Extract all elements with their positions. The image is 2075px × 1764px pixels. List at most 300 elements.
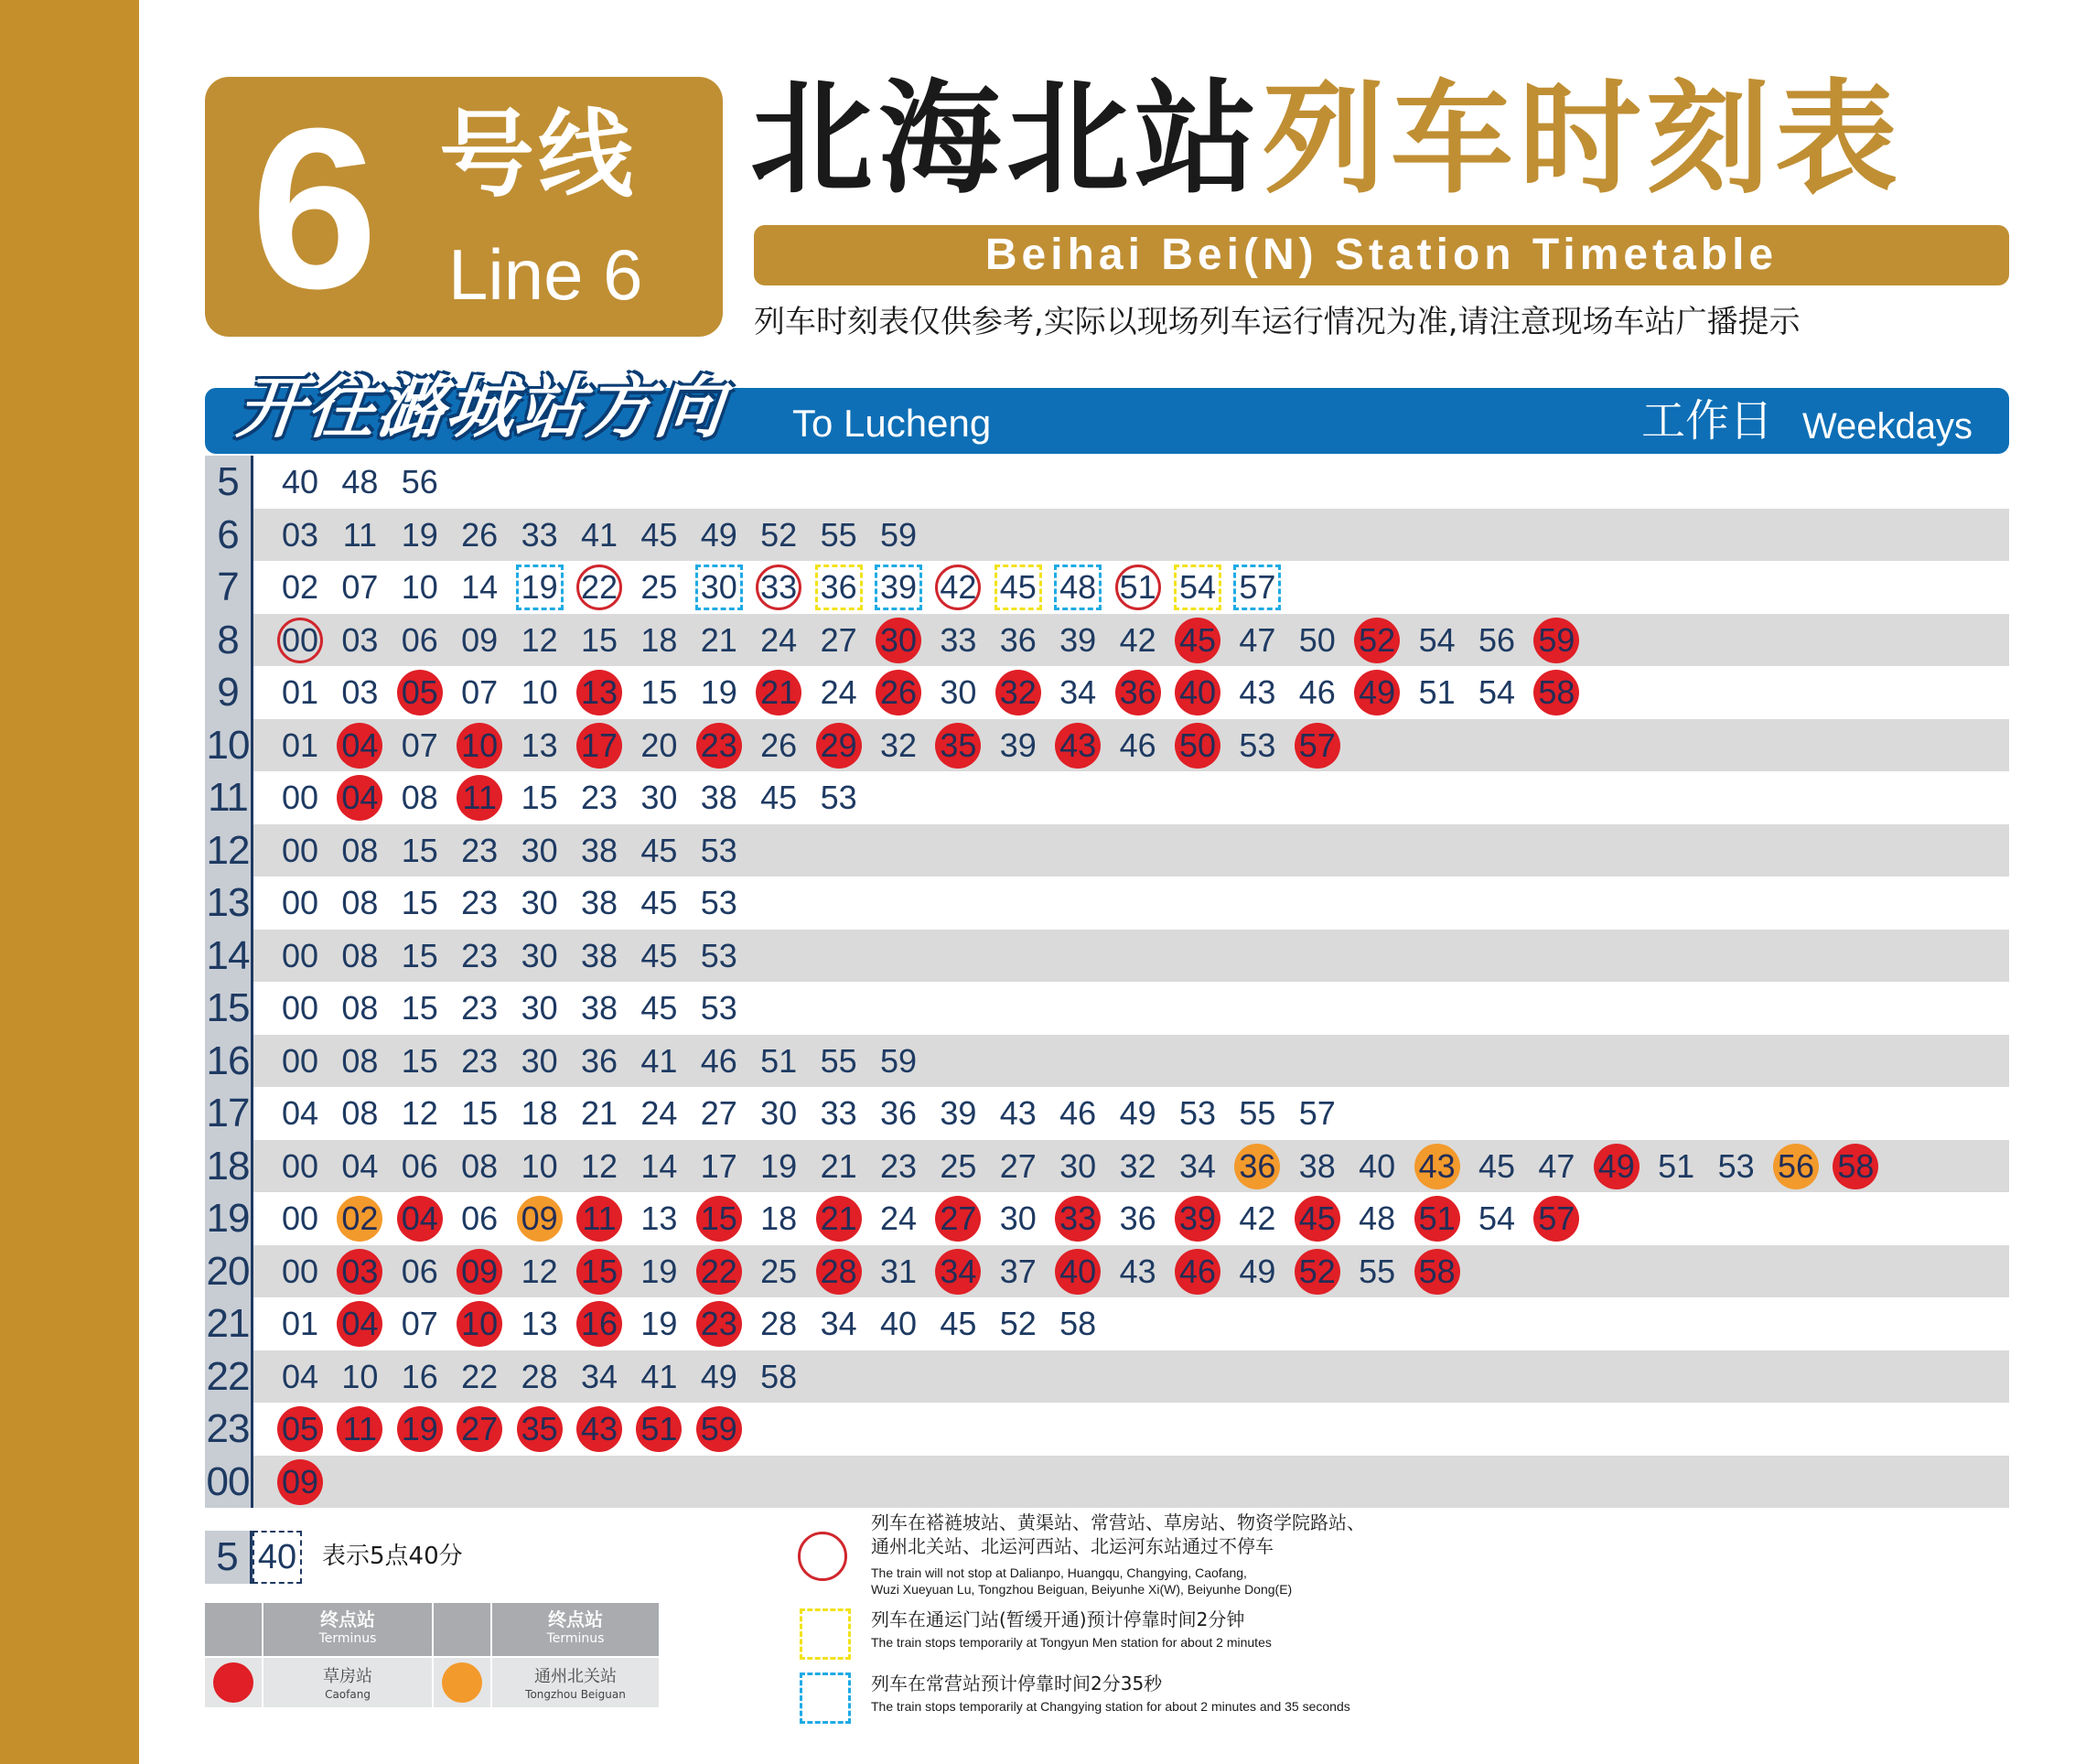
minute-cell: 45 bbox=[640, 831, 678, 869]
minute-cell: 33 bbox=[940, 620, 977, 659]
changying-cn: 列车在常营站预计停靠时间2分35秒 bbox=[871, 1673, 1163, 1694]
minute-cell: 12 bbox=[401, 1094, 438, 1132]
minute-cell: 52 bbox=[760, 515, 798, 554]
minute-cell: 08 bbox=[341, 1041, 379, 1080]
table-row bbox=[205, 1350, 2009, 1404]
table-row bbox=[205, 1087, 2009, 1140]
hour-cell: 21 bbox=[205, 1297, 253, 1350]
minute-cell: 13 bbox=[521, 726, 558, 764]
minute-cell: 06 bbox=[461, 1199, 499, 1237]
hour-cell: 6 bbox=[205, 509, 253, 562]
table-row bbox=[205, 456, 2009, 509]
minute-cell: 38 bbox=[580, 831, 618, 869]
minute-cell: 48 bbox=[1359, 1199, 1396, 1237]
minute-cell: 03 bbox=[337, 1249, 382, 1295]
minute-cell: 39 bbox=[875, 565, 922, 610]
table-row bbox=[205, 509, 2009, 562]
minute-cell: 58 bbox=[1059, 1305, 1097, 1342]
minute-cell: 49 bbox=[1354, 670, 1400, 715]
minute-cell: 45 bbox=[640, 515, 678, 554]
hour-cell: 00 bbox=[205, 1456, 253, 1509]
minute-cell: 32 bbox=[995, 670, 1041, 715]
hour-cell: 15 bbox=[205, 982, 253, 1035]
minute-cell: 51 bbox=[1418, 673, 1456, 711]
minute-cell: 53 bbox=[820, 779, 857, 816]
minute-cell: 18 bbox=[640, 620, 678, 659]
hour-cell: 16 bbox=[205, 1035, 253, 1088]
side-band bbox=[0, 0, 139, 1764]
minute-cell: 24 bbox=[879, 1199, 918, 1237]
minute-cell: 04 bbox=[337, 1301, 382, 1347]
minute-cell: 04 bbox=[341, 1146, 379, 1185]
minute-cell: 05 bbox=[277, 1406, 323, 1452]
minute-cell: 23 bbox=[580, 779, 618, 816]
minute-cell: 46 bbox=[1059, 1094, 1097, 1132]
minute-cell: 15 bbox=[401, 989, 438, 1027]
minute-cell: 27 bbox=[700, 1094, 737, 1132]
minute-cell: 49 bbox=[1239, 1252, 1276, 1290]
minute-cell: 14 bbox=[640, 1146, 678, 1185]
minute-cell: 37 bbox=[999, 1252, 1037, 1290]
minute-cell: 30 bbox=[999, 1199, 1037, 1237]
minute-cell: 53 bbox=[1178, 1094, 1217, 1132]
minute-cell: 42 bbox=[1119, 620, 1156, 659]
cyan-dashed-box-icon bbox=[800, 1673, 851, 1724]
minute-cell: 45 bbox=[760, 779, 798, 816]
minute-cell: 33 bbox=[756, 565, 801, 610]
minute-cell: 48 bbox=[1054, 565, 1102, 610]
terminus-orange-cell bbox=[434, 1658, 490, 1707]
minute-cell: 00 bbox=[281, 831, 319, 869]
direction-en: To Lucheng bbox=[792, 402, 992, 445]
minute-cell: 19 bbox=[401, 515, 438, 554]
minute-cell: 45 bbox=[640, 936, 678, 974]
minute-cell: 41 bbox=[640, 1041, 678, 1080]
minute-cell: 33 bbox=[1055, 1196, 1101, 1242]
minute-cell: 43 bbox=[1055, 723, 1101, 769]
minute-cell: 32 bbox=[879, 726, 918, 764]
table-row bbox=[205, 877, 2009, 930]
minute-cell: 46 bbox=[1119, 726, 1156, 764]
minute-cell: 30 bbox=[760, 1094, 798, 1132]
minute-cell: 23 bbox=[461, 936, 499, 974]
hour-cell: 14 bbox=[205, 930, 253, 983]
minute-cell: 45 bbox=[940, 1305, 977, 1342]
minute-cell: 09 bbox=[461, 620, 499, 659]
minute-cell: 45 bbox=[1478, 1146, 1516, 1185]
minute-cell: 00 bbox=[281, 936, 319, 974]
title-en: Beihai Bei(N) Station Timetable bbox=[984, 231, 1779, 279]
minute-cell: 58 bbox=[1833, 1144, 1878, 1189]
minute-cell: 43 bbox=[1414, 1144, 1460, 1189]
minute-cell: 54 bbox=[1478, 1199, 1516, 1237]
changying-en: The train stops temporarily at Changying station for about 2 minutes and 35 seconds bbox=[871, 1699, 1350, 1714]
terminus-header-1 bbox=[263, 1603, 432, 1656]
day-type-en: Weekdays bbox=[1802, 406, 1973, 446]
red-ring-icon bbox=[798, 1532, 847, 1581]
line-badge bbox=[205, 77, 723, 337]
minute-cell: 01 bbox=[281, 726, 319, 764]
minute-cell: 18 bbox=[521, 1094, 558, 1132]
minute-cell: 11 bbox=[457, 775, 502, 821]
minute-cell: 10 bbox=[457, 1301, 502, 1347]
minute-cell: 07 bbox=[461, 673, 499, 711]
minute-cell: 41 bbox=[640, 1357, 678, 1395]
minute-cell: 52 bbox=[1354, 618, 1400, 663]
minute-cell: 40 bbox=[1055, 1249, 1101, 1295]
minute-cell: 33 bbox=[820, 1094, 857, 1132]
minute-cell: 28 bbox=[760, 1305, 798, 1342]
tongyun-cn: 列车在通运门站(暂缓开通)预计停靠时间2分钟 bbox=[871, 1608, 1245, 1630]
minute-cell: 34 bbox=[1178, 1146, 1217, 1185]
minute-cell: 21 bbox=[700, 620, 737, 659]
skip-en-line-2: Wuzi Xueyuan Lu, Tongzhou Beiguan, Beiyunhe Xi(W), Beiyunhe Dong(E) bbox=[871, 1582, 1293, 1597]
minute-cell: 34 bbox=[935, 1249, 981, 1295]
minute-cell: 39 bbox=[1059, 620, 1097, 659]
minute-cell: 53 bbox=[1717, 1146, 1755, 1185]
table-row bbox=[205, 1192, 2009, 1245]
title-timetable: 列车时刻表 bbox=[1263, 68, 1904, 210]
minute-cell: 56 bbox=[1773, 1144, 1819, 1189]
minute-cell: 47 bbox=[1538, 1146, 1575, 1185]
minute-cell: 27 bbox=[999, 1146, 1037, 1185]
minute-cell: 57 bbox=[1533, 1196, 1579, 1242]
minute-cell: 23 bbox=[696, 723, 742, 769]
minute-cell: 00 bbox=[281, 1199, 319, 1237]
minute-cell: 10 bbox=[521, 673, 558, 711]
minute-cell: 49 bbox=[1119, 1094, 1156, 1132]
minute-cell: 53 bbox=[700, 884, 737, 921]
minute-cell: 59 bbox=[879, 1041, 918, 1080]
table-row bbox=[205, 719, 2009, 772]
terminus-tongzhou-en: Tongzhou Beiguan bbox=[525, 1688, 626, 1701]
minute-cell: 06 bbox=[401, 1252, 438, 1290]
minute-cell: 30 bbox=[521, 1041, 558, 1080]
minute-cell: 15 bbox=[521, 779, 558, 816]
minute-cell: 19 bbox=[640, 1252, 678, 1290]
minute-cell: 19 bbox=[640, 1305, 678, 1342]
minute-cell: 17 bbox=[576, 723, 622, 769]
minute-cell: 51 bbox=[760, 1041, 798, 1080]
minute-cell: 09 bbox=[457, 1249, 502, 1295]
minute-cell: 36 bbox=[999, 620, 1037, 659]
minute-cell: 10 bbox=[457, 723, 502, 769]
minute-cell: 08 bbox=[341, 936, 379, 974]
yellow-dashed-box-icon bbox=[800, 1608, 851, 1660]
minute-cell: 40 bbox=[281, 463, 319, 500]
minute-cell: 45 bbox=[640, 884, 678, 921]
table-row bbox=[205, 1456, 2009, 1509]
minute-cell: 26 bbox=[760, 726, 798, 764]
minute-cell: 21 bbox=[820, 1146, 857, 1185]
minute-cell: 29 bbox=[816, 723, 862, 769]
minute-cell: 12 bbox=[580, 1146, 618, 1185]
terminus-header-cn: 终点站 bbox=[548, 1608, 603, 1630]
minute-cell: 10 bbox=[521, 1146, 558, 1185]
minute-cell: 33 bbox=[521, 515, 558, 554]
minute-cell: 01 bbox=[281, 1305, 319, 1342]
minute-cell: 53 bbox=[1239, 726, 1276, 764]
minute-cell: 26 bbox=[461, 515, 499, 554]
minute-cell: 25 bbox=[760, 1252, 798, 1290]
minute-cell: 39 bbox=[940, 1094, 977, 1132]
minute-cell: 54 bbox=[1174, 565, 1221, 610]
terminus-header-blank bbox=[434, 1603, 490, 1656]
hour-cell: 23 bbox=[205, 1403, 253, 1456]
minute-cell: 13 bbox=[576, 670, 622, 715]
hour-cell: 13 bbox=[205, 877, 253, 930]
page-title bbox=[750, 66, 1903, 212]
minute-cell: 34 bbox=[1059, 673, 1097, 711]
minute-cell: 15 bbox=[461, 1094, 499, 1132]
minute-cell: 52 bbox=[999, 1305, 1037, 1342]
minute-cell: 36 bbox=[1119, 1199, 1156, 1237]
minute-cell: 36 bbox=[1115, 670, 1161, 715]
minute-cell: 08 bbox=[341, 831, 379, 869]
minute-cell: 30 bbox=[1059, 1146, 1097, 1185]
terminus-caofang-cn: 草房站 bbox=[323, 1667, 372, 1686]
minute-cell: 04 bbox=[337, 775, 382, 821]
terminus-tongzhou bbox=[492, 1658, 659, 1707]
hour-cell: 9 bbox=[205, 666, 253, 719]
minute-cell: 30 bbox=[876, 618, 921, 663]
terminus-header-2 bbox=[492, 1603, 659, 1656]
table-row bbox=[205, 771, 2009, 824]
minute-cell: 38 bbox=[1298, 1146, 1336, 1185]
minute-cell: 19 bbox=[516, 565, 564, 610]
minute-cell: 00 bbox=[281, 1041, 319, 1080]
minute-cell: 27 bbox=[820, 620, 857, 659]
minute-cell: 49 bbox=[700, 1357, 737, 1395]
table-row bbox=[205, 666, 2009, 719]
minute-cell: 15 bbox=[696, 1196, 742, 1242]
minute-cell: 32 bbox=[1119, 1146, 1156, 1185]
terminus-tongzhou-cn: 通州北关站 bbox=[534, 1667, 617, 1686]
minute-cell: 45 bbox=[994, 565, 1042, 610]
minute-cell: 48 bbox=[341, 463, 379, 500]
skip-cn-line-1: 列车在褡裢坡站、黄渠站、常营站、草房站、物资学院路站、 bbox=[871, 1511, 1365, 1533]
minute-cell: 59 bbox=[1533, 618, 1579, 663]
minute-cell: 23 bbox=[696, 1301, 742, 1347]
table-row bbox=[205, 824, 2009, 877]
minute-cell: 23 bbox=[461, 989, 499, 1027]
minute-cell: 30 bbox=[521, 936, 558, 974]
hour-cell: 22 bbox=[205, 1350, 253, 1404]
minute-cell: 59 bbox=[879, 515, 918, 554]
minute-cell: 00 bbox=[277, 618, 323, 663]
minute-cell: 38 bbox=[580, 884, 618, 921]
minute-cell: 23 bbox=[461, 831, 499, 869]
terminus-header-cn: 终点站 bbox=[320, 1608, 375, 1630]
minute-cell: 25 bbox=[940, 1146, 977, 1185]
minute-cell: 00 bbox=[281, 989, 319, 1027]
minute-cell: 11 bbox=[337, 1406, 382, 1452]
minute-cell: 00 bbox=[281, 1146, 319, 1185]
minute-cell: 34 bbox=[580, 1357, 618, 1395]
minute-cell: 43 bbox=[576, 1406, 622, 1452]
minute-cell: 38 bbox=[580, 936, 618, 974]
minute-cell: 30 bbox=[521, 831, 558, 869]
minute-cell: 52 bbox=[1295, 1249, 1340, 1295]
minute-cell: 57 bbox=[1298, 1094, 1336, 1132]
terminus-caofang bbox=[263, 1658, 432, 1707]
hour-cell: 11 bbox=[205, 771, 253, 824]
minute-cell: 55 bbox=[820, 515, 857, 554]
notice-text: 列车时刻表仅供参考,实际以现场列车运行情况为准,请注意现场车站广播提示 bbox=[754, 304, 1801, 340]
minute-cell: 56 bbox=[401, 463, 438, 500]
terminus-header-blank bbox=[205, 1603, 262, 1656]
minute-cell: 46 bbox=[1175, 1249, 1220, 1295]
minute-cell: 21 bbox=[580, 1094, 618, 1132]
minute-cell: 58 bbox=[1533, 670, 1579, 715]
hour-cell: 18 bbox=[205, 1140, 253, 1193]
minute-cell: 51 bbox=[1414, 1196, 1460, 1242]
minute-cell: 41 bbox=[580, 515, 618, 554]
minute-cell: 26 bbox=[876, 670, 921, 715]
minute-cell: 04 bbox=[281, 1094, 319, 1132]
minute-cell: 06 bbox=[401, 620, 438, 659]
legend-example-text: 表示5点40分 bbox=[322, 1543, 463, 1570]
minute-cell: 04 bbox=[337, 723, 382, 769]
minute-cell: 51 bbox=[636, 1406, 682, 1452]
minute-cell: 03 bbox=[341, 673, 379, 711]
timetable bbox=[205, 456, 2009, 1508]
minute-cell: 30 bbox=[640, 779, 678, 816]
minute-cell: 10 bbox=[341, 1357, 379, 1395]
minute-cell: 11 bbox=[576, 1196, 622, 1242]
minute-cell: 27 bbox=[457, 1406, 502, 1452]
hour-cell: 8 bbox=[205, 614, 253, 667]
minute-cell: 02 bbox=[337, 1196, 382, 1242]
minute-cell: 28 bbox=[521, 1357, 558, 1395]
minute-cell: 12 bbox=[521, 620, 558, 659]
minute-cell: 36 bbox=[580, 1041, 618, 1080]
minute-cell: 51 bbox=[1115, 565, 1161, 610]
minute-cell: 46 bbox=[1298, 673, 1336, 711]
minute-cell: 09 bbox=[517, 1196, 563, 1242]
hour-cell: 7 bbox=[205, 561, 253, 614]
orange-dot-icon bbox=[442, 1662, 482, 1703]
table-row bbox=[205, 1403, 2009, 1456]
table-row bbox=[205, 561, 2009, 614]
minute-cell: 47 bbox=[1239, 620, 1276, 659]
minute-cell: 08 bbox=[401, 779, 438, 816]
minute-cell: 04 bbox=[397, 1196, 443, 1242]
minute-cell: 46 bbox=[700, 1041, 737, 1080]
minute-cell: 40 bbox=[1359, 1146, 1396, 1185]
minute-cell: 22 bbox=[576, 565, 622, 610]
legend-example-hour: 5 bbox=[205, 1531, 253, 1584]
minute-cell: 24 bbox=[640, 1094, 678, 1132]
minute-cell: 38 bbox=[580, 989, 618, 1027]
minute-cell: 11 bbox=[342, 515, 378, 554]
minute-cell: 56 bbox=[1478, 620, 1516, 659]
minute-cell: 34 bbox=[820, 1305, 857, 1342]
minute-cell: 58 bbox=[1414, 1249, 1460, 1295]
minute-cell: 57 bbox=[1295, 723, 1340, 769]
title-en-bar bbox=[754, 225, 2009, 285]
minute-cell: 01 bbox=[281, 673, 319, 711]
minute-cell: 45 bbox=[640, 989, 678, 1027]
direction-cn: 开往潞城站方向 bbox=[233, 369, 729, 447]
minute-cell: 45 bbox=[1295, 1196, 1340, 1242]
minute-cell: 42 bbox=[1239, 1199, 1276, 1237]
hour-cell: 20 bbox=[205, 1245, 253, 1298]
minute-cell: 54 bbox=[1478, 673, 1516, 711]
minute-cell: 53 bbox=[700, 831, 737, 869]
terminus-red-cell bbox=[205, 1658, 262, 1707]
table-row bbox=[205, 1140, 2009, 1193]
minute-cell: 15 bbox=[401, 1041, 438, 1080]
terminus-caofang-en: Caofang bbox=[325, 1688, 371, 1701]
minute-cell: 22 bbox=[696, 1249, 742, 1295]
minute-cell: 15 bbox=[401, 936, 438, 974]
terminus-header-en: Terminus bbox=[546, 1631, 605, 1646]
minute-cell: 35 bbox=[935, 723, 981, 769]
minute-cell: 12 bbox=[521, 1252, 558, 1290]
minute-cell: 20 bbox=[640, 726, 678, 764]
table-row bbox=[205, 1035, 2009, 1088]
minute-cell: 25 bbox=[640, 568, 678, 606]
minute-cell: 14 bbox=[461, 568, 499, 606]
minute-cell: 40 bbox=[879, 1305, 918, 1342]
minute-cell: 50 bbox=[1175, 723, 1220, 769]
skip-en-line-1: The train will not stop at Dalianpo, Huangqu, Changying, Caofang, bbox=[871, 1565, 1247, 1580]
minute-cell: 15 bbox=[401, 831, 438, 869]
minute-cell: 55 bbox=[820, 1041, 857, 1080]
minute-cell: 08 bbox=[341, 1094, 379, 1132]
minute-cell: 28 bbox=[816, 1249, 862, 1295]
minute-cell: 30 bbox=[521, 884, 558, 921]
hour-cell: 12 bbox=[205, 824, 253, 877]
minute-cell: 30 bbox=[521, 989, 558, 1027]
tongyun-en: The train stops temporarily at Tongyun Men station for about 2 minutes bbox=[871, 1635, 1272, 1650]
minute-cell: 08 bbox=[461, 1146, 499, 1185]
minute-cell: 31 bbox=[879, 1252, 918, 1290]
terminus-header-en: Terminus bbox=[318, 1631, 377, 1646]
minute-cell: 27 bbox=[935, 1196, 981, 1242]
minute-cell: 54 bbox=[1418, 620, 1456, 659]
minute-cell: 30 bbox=[940, 673, 977, 711]
minute-cell: 51 bbox=[1658, 1146, 1695, 1185]
hour-cell: 17 bbox=[205, 1087, 253, 1140]
minute-cell: 36 bbox=[879, 1094, 918, 1132]
red-dot-icon bbox=[213, 1662, 253, 1703]
minute-cell: 02 bbox=[281, 568, 319, 606]
minute-cell: 42 bbox=[935, 565, 981, 610]
minute-cell: 07 bbox=[401, 726, 438, 764]
minute-cell: 30 bbox=[695, 565, 743, 610]
minute-cell: 03 bbox=[341, 620, 379, 659]
minute-cell: 45 bbox=[1175, 618, 1220, 663]
minute-cell: 04 bbox=[281, 1357, 319, 1395]
minute-cell: 17 bbox=[700, 1146, 737, 1185]
line-label-en: Line 6 bbox=[448, 234, 643, 315]
minute-cell: 39 bbox=[999, 726, 1037, 764]
minute-cell: 13 bbox=[521, 1305, 558, 1342]
line-label-cn: 号线 bbox=[439, 99, 638, 210]
minute-cell: 38 bbox=[700, 779, 737, 816]
minute-cell: 15 bbox=[576, 1249, 622, 1295]
direction-bar bbox=[205, 369, 2009, 454]
minute-cell: 24 bbox=[820, 673, 857, 711]
minute-cell: 07 bbox=[341, 568, 379, 606]
minute-cell: 19 bbox=[760, 1146, 798, 1185]
minute-cell: 36 bbox=[1234, 1144, 1280, 1189]
minute-cell: 15 bbox=[401, 884, 438, 921]
minute-cell: 18 bbox=[760, 1199, 798, 1237]
minute-cell: 10 bbox=[401, 568, 438, 606]
